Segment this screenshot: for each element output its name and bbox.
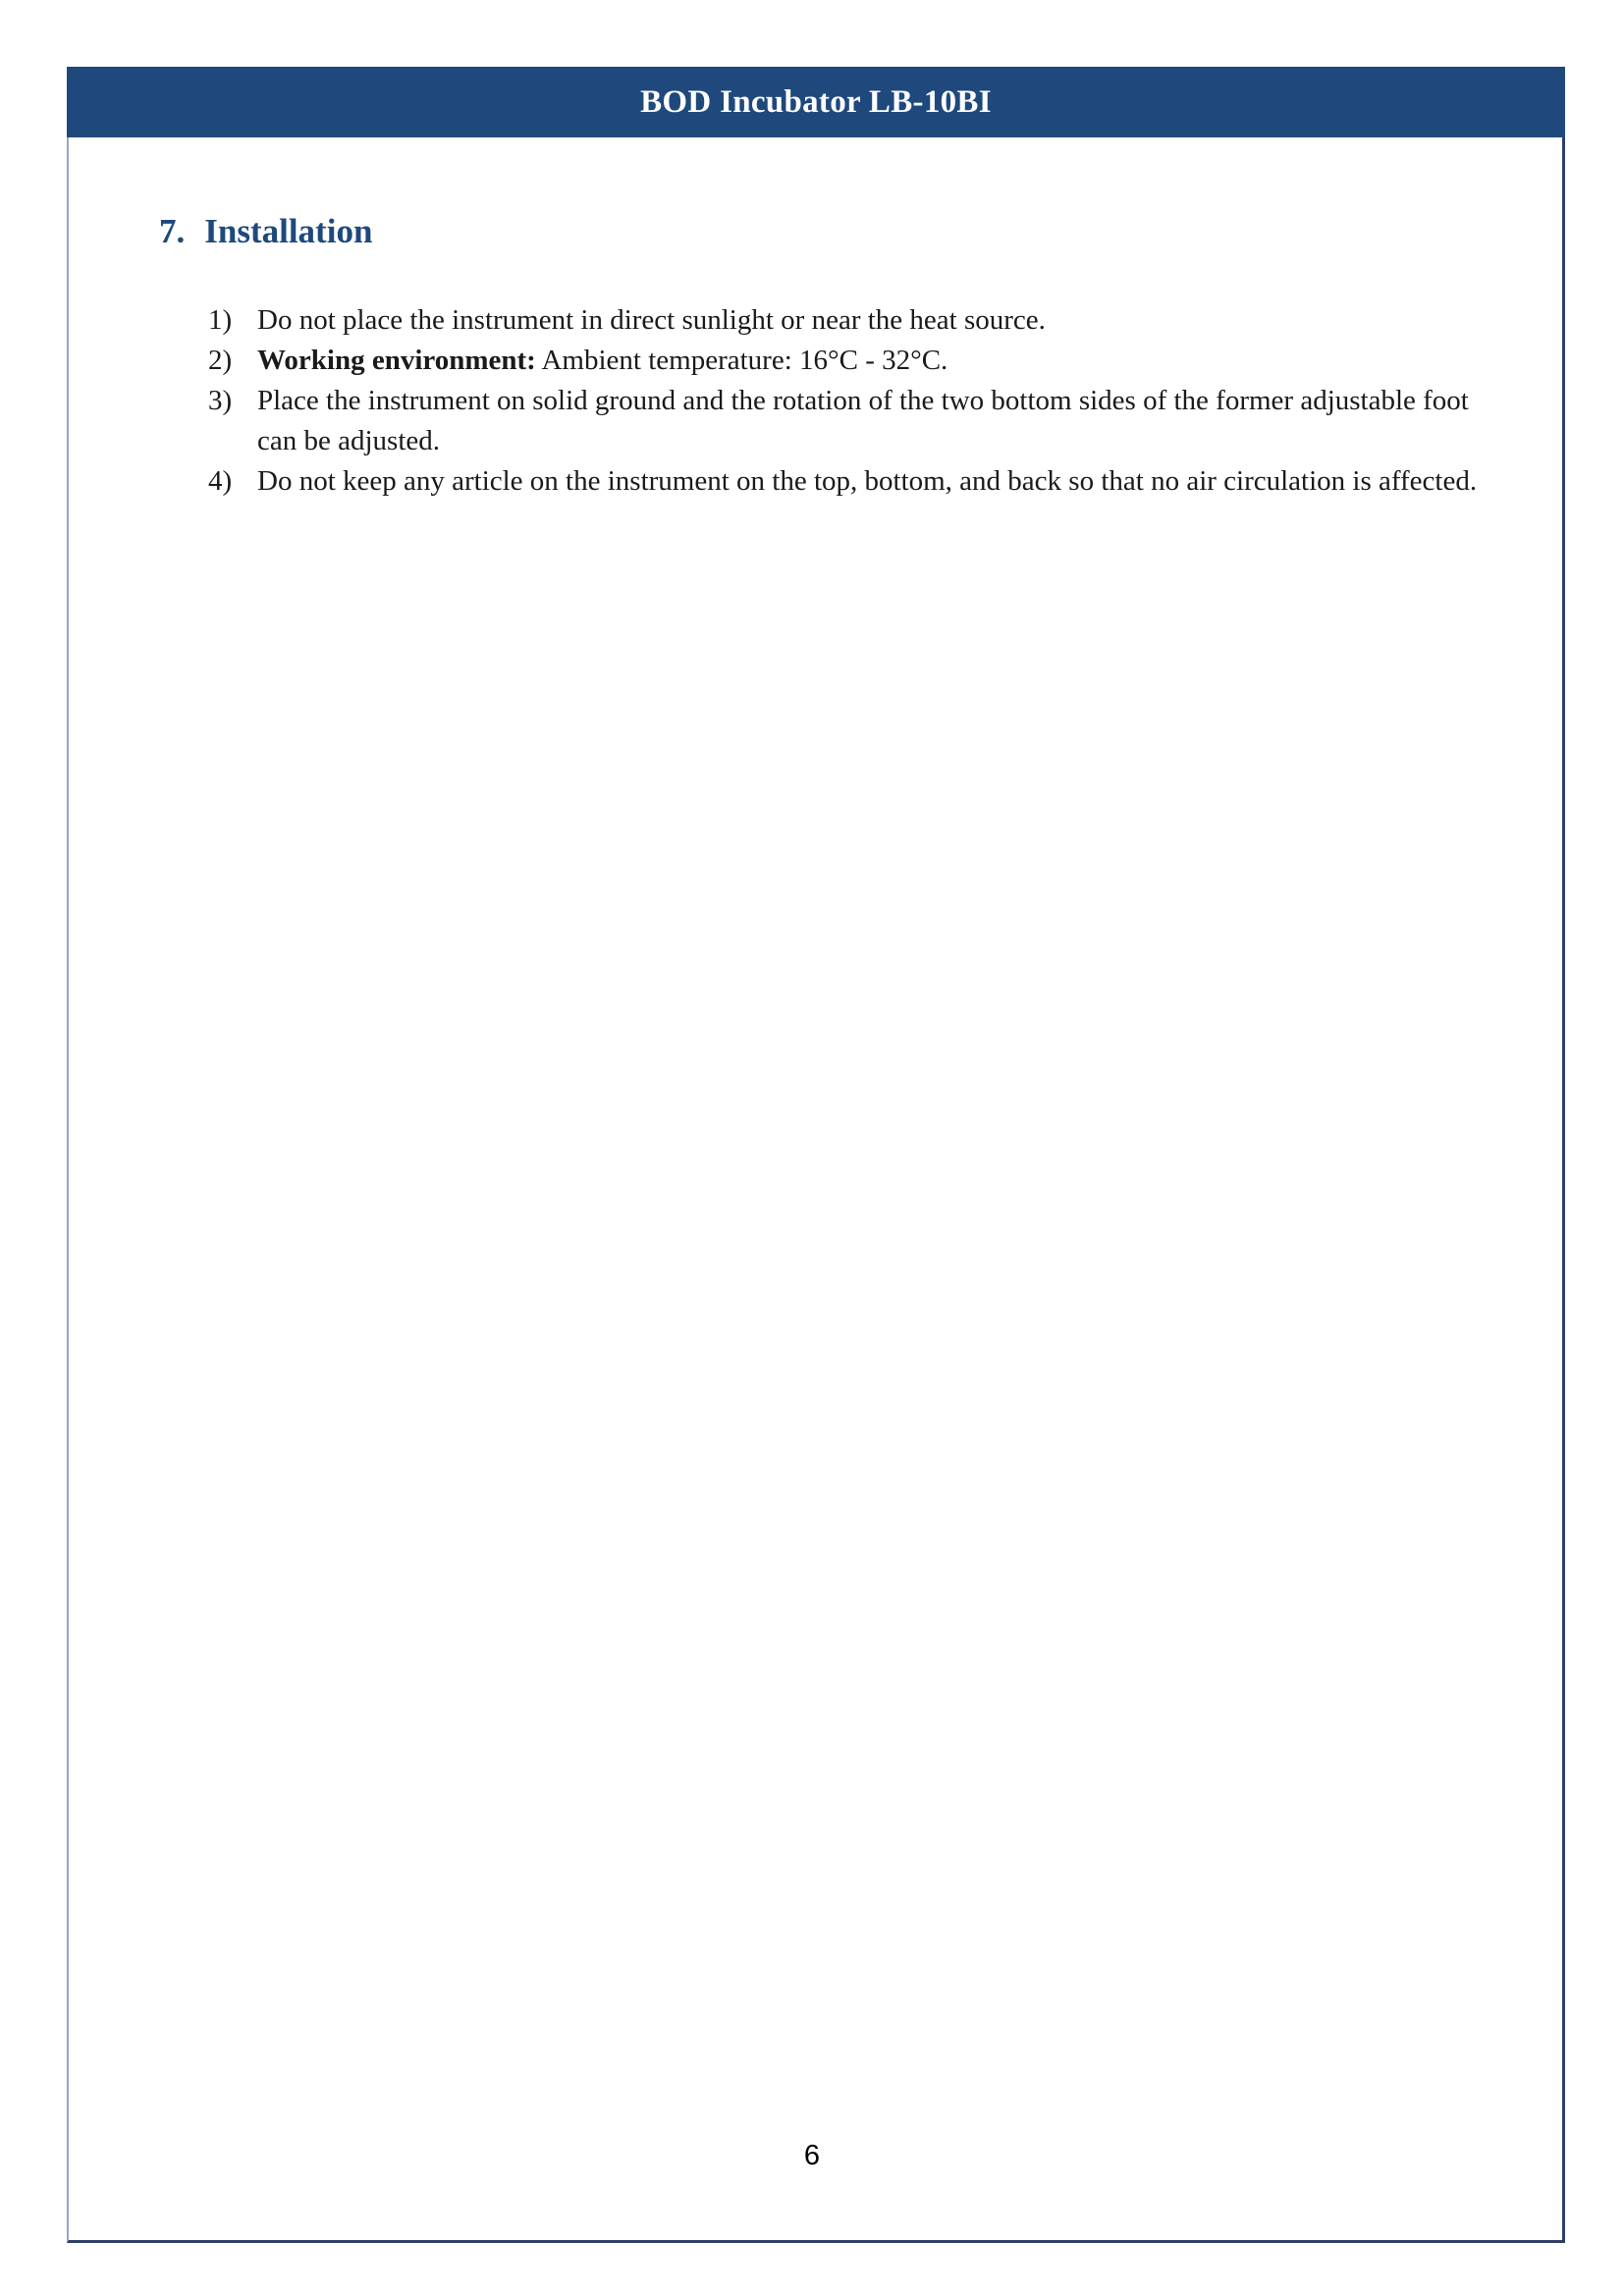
section-heading [159, 212, 372, 251]
list-item-text [257, 381, 1485, 461]
page-number: 6 [803, 2140, 821, 2171]
list-item-number: 4) [208, 465, 233, 497]
list-item-text-body: Do not place the instrument in direct sunlight or near the heat source. [257, 304, 1046, 336]
list-item-number: 3) [208, 385, 233, 416]
list-item-number: 1) [208, 304, 233, 336]
list-item-text-body: Ambient temperature: 16°C - 32°C. [535, 345, 948, 376]
list-item [208, 381, 1485, 461]
list-item-text-body: Place the instrument on solid ground and the rotation of the two bottom sides of the former adjustable foot can be adjusted. [257, 385, 1469, 456]
list-item [208, 461, 1485, 502]
header-bar [67, 67, 1565, 137]
document-title: BOD Incubator LB-10BI [640, 83, 992, 120]
section-number: 7. [159, 212, 186, 250]
list-item-text [257, 341, 1485, 381]
list-item [208, 341, 1485, 381]
list-item-text [257, 300, 1485, 341]
section-title: Installation [204, 212, 373, 250]
list-item-text-body: Do not keep any article on the instrument on the top, bottom, and back so that no air circulation is affected. [257, 465, 1478, 497]
list-item-bold-label: Working environment: [257, 345, 536, 376]
list-item [208, 300, 1485, 341]
list-item-number: 2) [208, 345, 233, 376]
installation-list [208, 300, 1485, 502]
list-item-text [257, 461, 1485, 502]
